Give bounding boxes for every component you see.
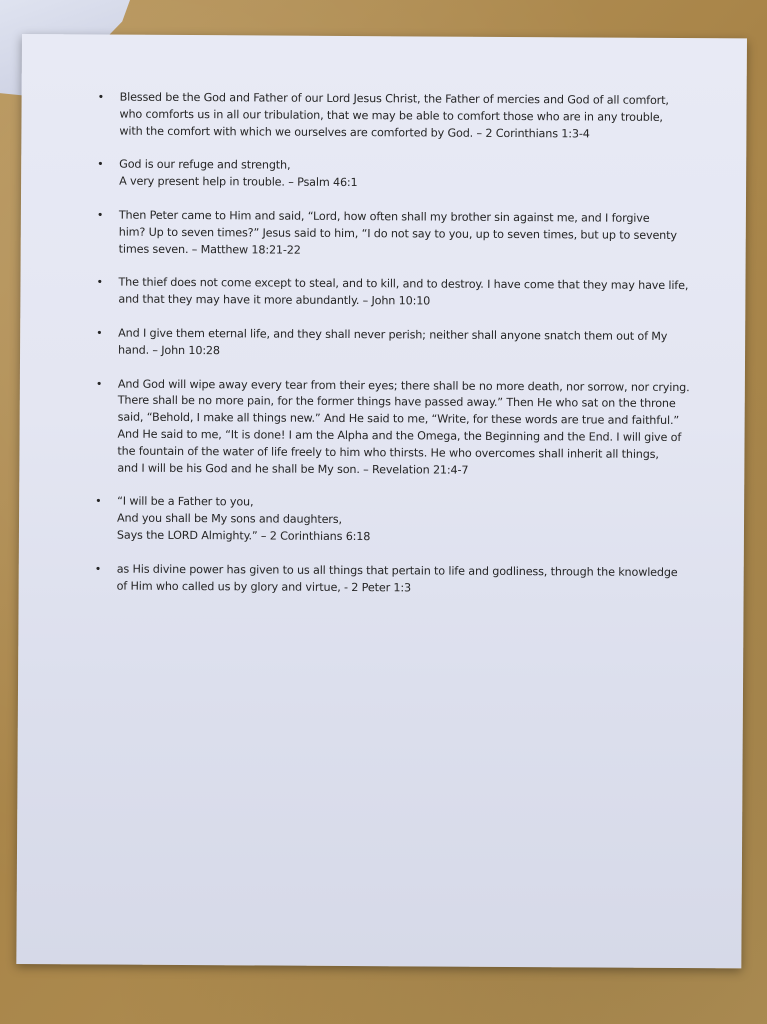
text-line: And He said to me, “It is done! I am the Alpha and the Omega, the Beginning and the End. I will give of [117,427,682,444]
text-line: God is our refuge and strength, [119,157,291,173]
text-line: and I will be his God and he shall be My son. – Revelation 21:4-7 [117,461,469,477]
text-line: times seven. – Matthew 18:21-22 [118,242,301,257]
bullet-icon: • [95,377,103,391]
text-line: Then Peter came to Him and said, “Lord, how often shall my brother sin against me, and I forgive [118,208,650,225]
list-item [96,207,696,261]
text-line: hand. – John 10:28 [118,343,220,357]
bullet-icon: • [94,562,102,576]
bullet-icon: • [97,90,105,104]
scripture-bullet-list [93,89,696,615]
list-item [96,157,696,194]
text-line: And you shall be My sons and daughters, [117,511,342,527]
text-line: as His divine power has given to us all things that pertain to life and godliness, through the knowledge [116,562,678,579]
list-item [94,494,694,548]
list-item [94,561,694,598]
bullet-icon: • [96,326,103,340]
text-line: The thief does not come except to steal, and to kill, and to destroy. I have come that they may have life, [118,275,689,293]
bullet-icon: • [96,208,104,222]
text-line: the fountain of the water of life freely to him who thirsts. He who overcomes shall inherit all things, [117,444,659,461]
bullet-icon: • [96,275,103,289]
text-line: And God will wipe away every tear from their eyes; there shall be no more death, nor sorrow, nor crying. [117,377,690,394]
text-line: of Him who called us by glory and virtue, - 2 Peter 1:3 [116,579,412,594]
list-item [96,89,696,143]
bullet-icon: • [97,157,104,171]
list-item [94,376,695,480]
text-line: him? Up to seven times?” Jesus said to him, “I do not say to you, up to seven times, but up to seventy [118,225,677,242]
paper-sheet [16,34,747,968]
text-line: And I give them eternal life, and they shall never perish; neither shall anyone snatch them out of My [118,326,668,343]
text-line: and that they may have it more abundantly. – John 10:10 [118,292,431,308]
list-item [95,325,695,362]
text-line: Says the LORD Almighty.” – 2 Corinthians 6:18 [116,528,371,544]
text-line: There shall be no more pain, for the former things have passed away.” Then He who sat on the throne [117,393,676,411]
list-item [95,275,695,312]
bullet-icon: • [95,494,102,508]
text-line: said, “Behold, I make all things new.” And He said to me, “Write, for these words are true and faithful.” [117,410,680,428]
text-line: Blessed be the God and Father of our Lord Jesus Christ, the Father of mercies and God of all comfort, [119,90,669,107]
text-line: “I will be a Father to you, [117,494,254,509]
text-line: A very present help in trouble. – Psalm 46:1 [119,174,358,190]
text-line: who comforts us in all our tribulation, that we may be able to comfort those who are in any trouble, [119,107,663,124]
text-line: with the comfort with which we ourselves are comforted by God. – 2 Corinthians 1:3-4 [119,124,590,141]
